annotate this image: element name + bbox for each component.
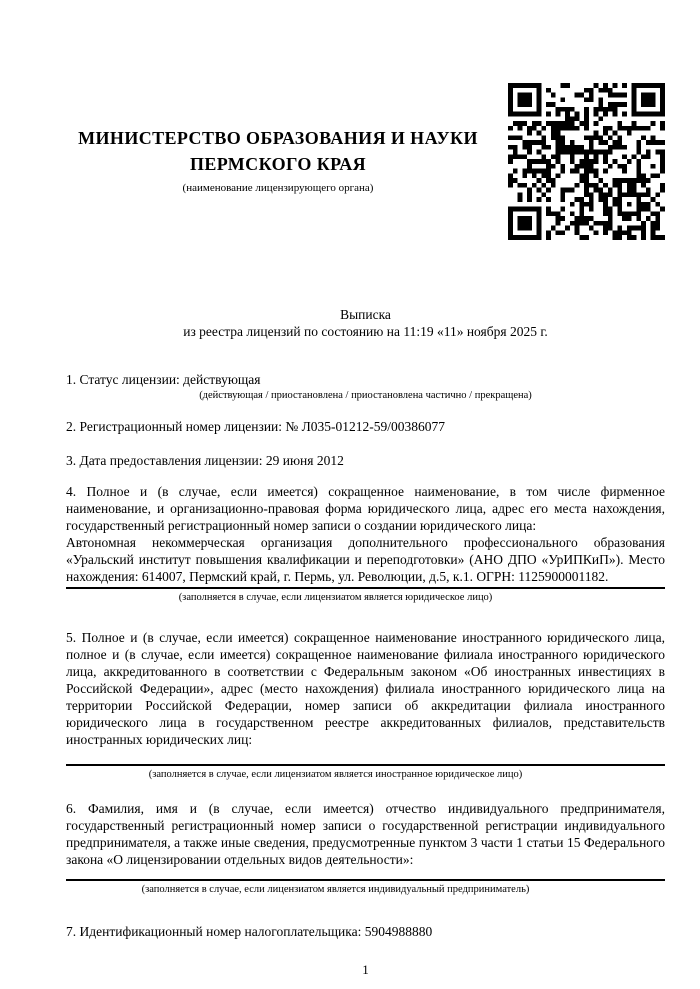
registration-number-text: 2. Регистрационный номер лицензии: № Л035-01212-59/00386077	[66, 419, 446, 434]
license-date-text: 3. Дата предоставления лицензии: 29 июня 2012	[66, 453, 344, 468]
license-status-text: 1. Статус лицензии: действующая	[66, 372, 261, 387]
qr-code-icon	[508, 83, 665, 240]
individual-entrepreneur-underline	[66, 879, 665, 881]
licensing-authority-block	[66, 83, 508, 195]
foreign-entity-label: 5. Полное и (в случае, если имеется) сокращенное наименование иностранного юридического лица, полное и (в случае, если имеется) сокращенное наименование филиала иностранного юридического лица, аккредитованного в соответствии с Федеральным законом «Об иностранных инвестициях в Российской Федерации», адрес (место нахождения) филиала иностранного юридического лица на территории Российской Федерации, номер записи об аккредитации филиала иностранного юридического лица в государственном реестре аккредитованных филиалов, представительств иностранных юридических лиц:	[66, 630, 665, 747]
legal-entity-underline	[66, 587, 665, 589]
taxpayer-number-text: 7. Идентификационный номер налогоплательщика: 5904988880	[66, 924, 433, 939]
legal-entity-label: 4. Полное и (в случае, если имеется) сокращенное наименование, в том числе фирменное наименование, и организационно-правовая форма юридического лица, адрес его места нахождения, государственный регистрационный номер записи о создании юридического лица:	[66, 484, 665, 533]
item-individual-entrepreneur	[66, 800, 665, 897]
foreign-entity-caption: (заполняется в случае, если лицензиатом является иностранное юридическое лицо)	[148, 769, 523, 780]
item-license-date	[66, 452, 665, 469]
document-title	[66, 306, 665, 340]
individual-entrepreneur-label: 6. Фамилия, имя и (в случае, если имеется) отчество индивидуального предпринимателя, государственный регистрационный номер записи о государственной регистрации индивидуального предпринимателя, а также иные сведения, предусмотренные пунктом 3 части 1 статьи 15 Федерального закона «О лицензировании отдельных видов деятельности»:	[66, 801, 665, 867]
individual-entrepreneur-caption: (заполняется в случае, если лицензиатом является индивидуальный предприниматель)	[141, 884, 530, 895]
item-registration-number	[66, 418, 665, 435]
legal-entity-value: Автономная некоммерческая организация дополнительного профессионального образования «Уральский институт повышения квалификации и переподготовки» (АНО ДПО «УрИПКиП»). Место нахождения: 614007, Пермский край, г. Пермь, ул. Революции, д.5, к.1. ОГРН: 1125900001182.	[66, 535, 665, 584]
ministry-name-line2: ПЕРМСКОГО КРАЯ	[189, 154, 367, 174]
document-title-line2: из реестра лицензий по состоянию на 11:19 «11» ноября 2025 г.	[183, 324, 548, 339]
document-title-line1: Выписка	[340, 307, 391, 322]
item-foreign-entity	[66, 629, 665, 782]
item-legal-entity	[66, 483, 665, 605]
page-number: 1	[362, 962, 369, 977]
document-header	[66, 0, 665, 240]
licensing-authority-caption: (наименование лицензирующего органа)	[182, 182, 374, 194]
legal-entity-caption: (заполняется в случае, если лицензиатом является юридическое лицо)	[178, 592, 493, 603]
license-status-caption: (действующая / приостановлена / приостановлена частично / прекращена)	[199, 390, 532, 401]
item-taxpayer-number	[66, 923, 665, 940]
foreign-entity-underline	[66, 764, 665, 766]
item-license-status	[66, 371, 665, 403]
ministry-name-line1: МИНИСТЕРСТВО ОБРАЗОВАНИЯ И НАУКИ	[78, 128, 478, 148]
